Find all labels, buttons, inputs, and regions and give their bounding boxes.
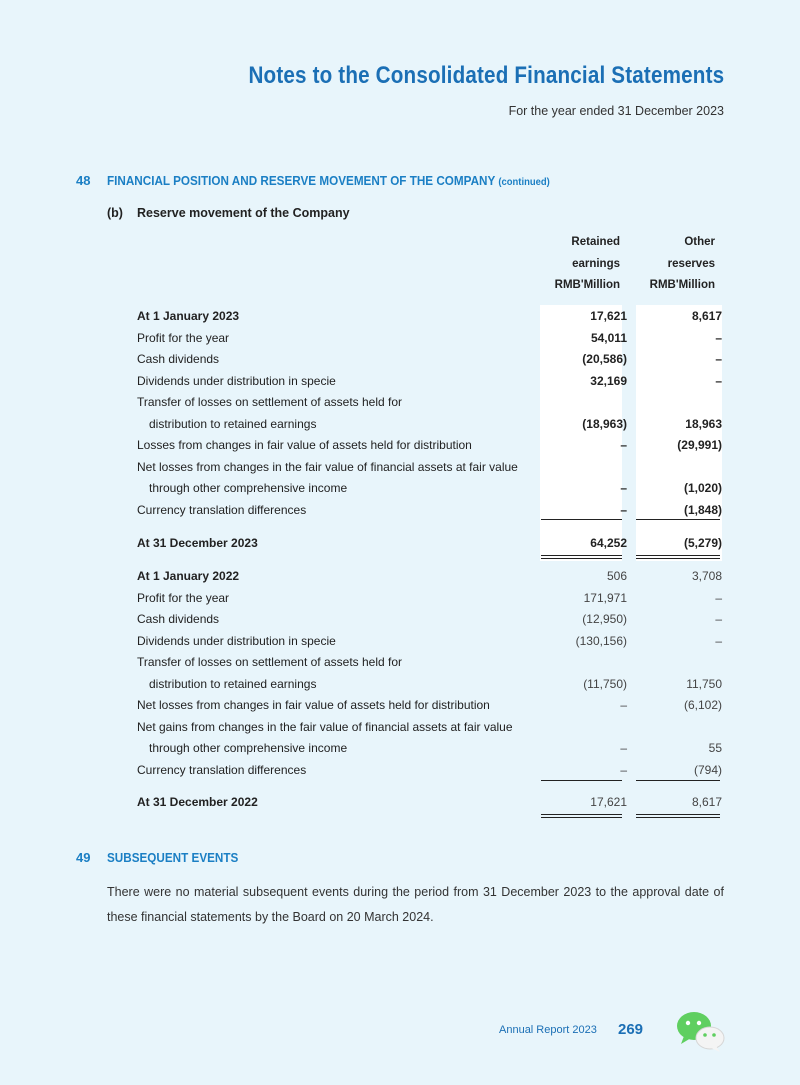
retained-earnings-value: –: [620, 698, 627, 712]
section-number: 49: [76, 850, 91, 865]
other-reserves-value: 55: [708, 741, 722, 755]
other-reserves-value: –: [715, 331, 722, 345]
table-row: [137, 478, 722, 499]
column-header-line: Other: [684, 236, 715, 248]
row-label: Dividends under distribution in specie: [137, 374, 336, 388]
row-label: Dividends under distribution in specie: [137, 634, 336, 648]
table-row: [137, 738, 722, 759]
wechat-logo-icon: [676, 1011, 726, 1058]
retained-earnings-value: –: [620, 763, 627, 777]
row-label: At 31 December 2022: [137, 795, 258, 809]
other-reserves-value: –: [715, 352, 722, 366]
total-double-rule: [636, 814, 720, 815]
row-label: At 1 January 2022: [137, 569, 240, 583]
row-label: Profit for the year: [137, 331, 230, 345]
page-title: Notes to the Consolidated Financial Statements: [248, 62, 724, 89]
retained-earnings-value: –: [620, 503, 627, 517]
table-row: [137, 414, 722, 435]
section-title: SUBSEQUENT EVENTS: [107, 850, 239, 865]
other-reserves-value: 3,708: [691, 569, 722, 583]
section-title: [107, 173, 550, 188]
column-header-retained-earnings: [530, 232, 620, 297]
row-label: Cash dividends: [137, 612, 220, 626]
table-row: [137, 435, 722, 456]
section-48-heading: [76, 173, 599, 188]
retained-earnings-value: –: [620, 481, 627, 495]
section-title-text: FINANCIAL POSITION AND RESERVE MOVEMENT OF THE COMPANY: [107, 173, 496, 188]
table-row: [137, 349, 722, 370]
table-row: [137, 566, 722, 587]
table-row: [137, 717, 722, 738]
other-reserves-value: (29,991): [677, 438, 722, 452]
subtotal-rule: [636, 519, 720, 520]
other-reserves-value: –: [715, 374, 722, 388]
table-row: [137, 792, 722, 813]
table-row: [137, 371, 722, 392]
total-double-rule: [636, 558, 720, 559]
retained-earnings-value: –: [620, 438, 627, 452]
retained-earnings-value: 54,011: [590, 331, 627, 345]
table-row: [137, 695, 722, 716]
table-row: [137, 306, 722, 327]
retained-earnings-value: 506: [606, 569, 627, 583]
retained-earnings-value: (11,750): [583, 677, 627, 691]
subtotal-rule: [541, 519, 622, 520]
retained-earnings-value: (20,586): [582, 352, 627, 366]
row-label: At 1 January 2023: [137, 309, 240, 323]
section-49-heading: [76, 850, 253, 865]
footer-report-label: Annual Report 2023: [499, 1024, 597, 1036]
row-label: Net gains from changes in the fair value of financial assets at fair value: [137, 720, 513, 734]
row-label: Profit for the year: [137, 591, 230, 605]
row-label: distribution to retained earnings: [149, 677, 317, 691]
row-label: Currency translation differences: [137, 503, 307, 517]
retained-earnings-value: 64,252: [590, 536, 627, 550]
row-label: through other comprehensive income: [149, 481, 348, 495]
retained-earnings-value: (130,156): [575, 634, 627, 648]
subtotal-rule: [541, 780, 622, 781]
row-label: Net losses from changes in fair value of assets held for distribution: [137, 698, 490, 712]
row-label: Transfer of losses on settlement of assets held for: [137, 655, 403, 669]
other-reserves-value: 11,750: [686, 677, 722, 691]
continued-note: (continued): [498, 176, 550, 188]
other-reserves-value: –: [715, 591, 722, 605]
row-label: Cash dividends: [137, 352, 220, 366]
other-reserves-value: –: [715, 634, 722, 648]
table-row: [137, 609, 722, 630]
page-number: 269: [618, 1021, 644, 1038]
retained-earnings-value: –: [620, 741, 627, 755]
table-row: [137, 760, 722, 781]
retained-earnings-value: (12,950): [582, 612, 627, 626]
subsection-title: Reserve movement of the Company: [137, 206, 350, 220]
total-double-rule: [541, 817, 622, 818]
table-row: [137, 457, 722, 478]
other-reserves-value: (6,102): [683, 698, 722, 712]
table-row: [137, 500, 722, 521]
table-row: [137, 392, 722, 413]
table-row: [137, 328, 722, 349]
other-reserves-value: 8,617: [691, 795, 722, 809]
table-row: [137, 674, 722, 695]
other-reserves-value: –: [715, 612, 722, 626]
retained-earnings-value: 171,971: [583, 591, 627, 605]
column-header-line: RMB'Million: [649, 279, 715, 291]
row-label: Losses from changes in fair value of assets held for distribution: [137, 438, 472, 452]
subsection-letter: (b): [107, 206, 123, 220]
retained-earnings-value: 32,169: [590, 374, 627, 388]
page-subtitle: For the year ended 31 December 2023: [508, 104, 724, 118]
row-label: through other comprehensive income: [149, 741, 348, 755]
other-reserves-value: (1,848): [683, 503, 722, 517]
table-row: [137, 631, 722, 652]
table-row: [137, 533, 722, 554]
total-double-rule: [541, 814, 622, 815]
column-header-other-reserves: [625, 232, 715, 297]
retained-earnings-value: (18,963): [582, 417, 627, 431]
retained-earnings-value: 17,621: [590, 795, 627, 809]
other-reserves-value: 8,617: [691, 309, 722, 323]
other-reserves-value: (1,020): [683, 481, 722, 495]
table-row: [137, 588, 722, 609]
table-row: [137, 652, 722, 673]
other-reserves-value: 18,963: [685, 417, 722, 431]
row-label: Net losses from changes in the fair value of financial assets at fair value: [137, 460, 518, 474]
column-header-line: Retained: [571, 236, 620, 248]
subtotal-rule: [636, 780, 720, 781]
column-header-line: RMB'Million: [554, 279, 620, 291]
total-double-rule: [636, 555, 720, 556]
row-label: Transfer of losses on settlement of assets held for: [137, 395, 403, 409]
subsequent-events-paragraph: There were no material subsequent events during the period from 31 December 2023 to the approval date of these financial statements by the Board on 20 March 2024.: [107, 885, 724, 924]
total-double-rule: [541, 555, 622, 556]
section-number: 48: [76, 173, 91, 188]
retained-earnings-value: 17,621: [590, 309, 627, 323]
subsection-heading: [107, 206, 350, 220]
total-double-rule: [636, 817, 720, 818]
row-label: At 31 December 2023: [137, 536, 258, 550]
other-reserves-value: (794): [693, 763, 722, 777]
total-double-rule: [541, 558, 622, 559]
row-label: Currency translation differences: [137, 763, 307, 777]
column-header-line: earnings: [572, 257, 620, 270]
column-header-line: reserves: [667, 257, 715, 270]
other-reserves-value: (5,279): [683, 536, 722, 550]
row-label: distribution to retained earnings: [149, 417, 317, 431]
